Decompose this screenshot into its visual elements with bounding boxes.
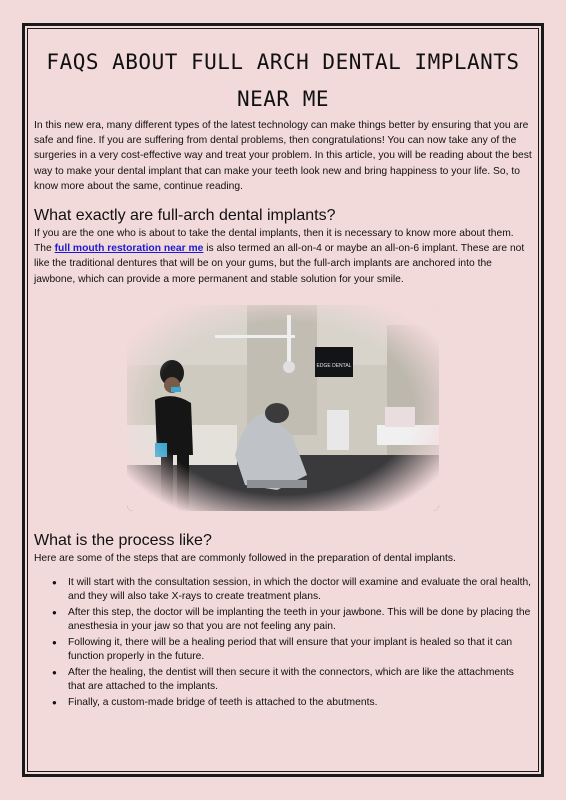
process-lead-paragraph: Here are some of the steps that are commonly followed in the preparation of dental implants. <box>34 552 456 564</box>
dental-office-image <box>127 305 439 511</box>
list-item: ● Following it, there will be a healing period that will ensure that your implant is healed so that it can function properly in the future. <box>68 636 532 664</box>
list-item: ● It will start with the consultation session, in which the doctor will examine and evaluate the oral health, and they will also take X-rays to create treatment plans. <box>68 576 532 604</box>
page-title: FAQS ABOUT FULL ARCH DENTAL IMPLANTS NEAR ME <box>46 50 520 111</box>
list-item: ● After this step, the doctor will be implanting the teeth in your jawbone. This will be done by placing the anesthesia in your jaw so that you are not feeling any pain. <box>68 606 532 634</box>
section-heading-process: What is the process like? <box>34 531 212 549</box>
full-arch-paragraph <box>34 226 532 287</box>
list-item: ● After the healing, the dentist will then secure it with the connectors, which are like the attachments that are attached to the implants. <box>68 666 532 694</box>
intro-paragraph: In this new era, many different types of the latest technology can make things better by ensuring that you are safe and fine. If you are suffering from dental problems, then congratulations! You can now take any of the surgeries in a very cost-effective way and treat your problem. In this article, you will be reading about the best way to make your dental implant that can make your teeth look new and bring happiness to your life. So, to know more about the same, continue reading. <box>34 120 532 192</box>
dental-office-photo <box>127 305 439 511</box>
article <box>34 44 532 712</box>
paragraph-text: If you are the one who is about to take the dental implants, then it is necessary to know more about them. The <box>34 228 514 255</box>
paragraph-text: is also termed an all-on-4 or maybe an all-on-6 implant. These are not like the traditional dentures that will be on your gums, but the full-arch implants are anchored into the jawbone, which can provide a more permanent and stable solution for your smile. <box>34 243 525 285</box>
process-steps-list <box>34 576 532 710</box>
full-mouth-restoration-link[interactable]: full mouth restoration near me <box>54 243 204 255</box>
list-item: ● Finally, a custom-made bridge of teeth is attached to the abutments. <box>68 696 532 710</box>
section-heading-full-arch: What exactly are full-arch dental implants? <box>34 207 336 225</box>
